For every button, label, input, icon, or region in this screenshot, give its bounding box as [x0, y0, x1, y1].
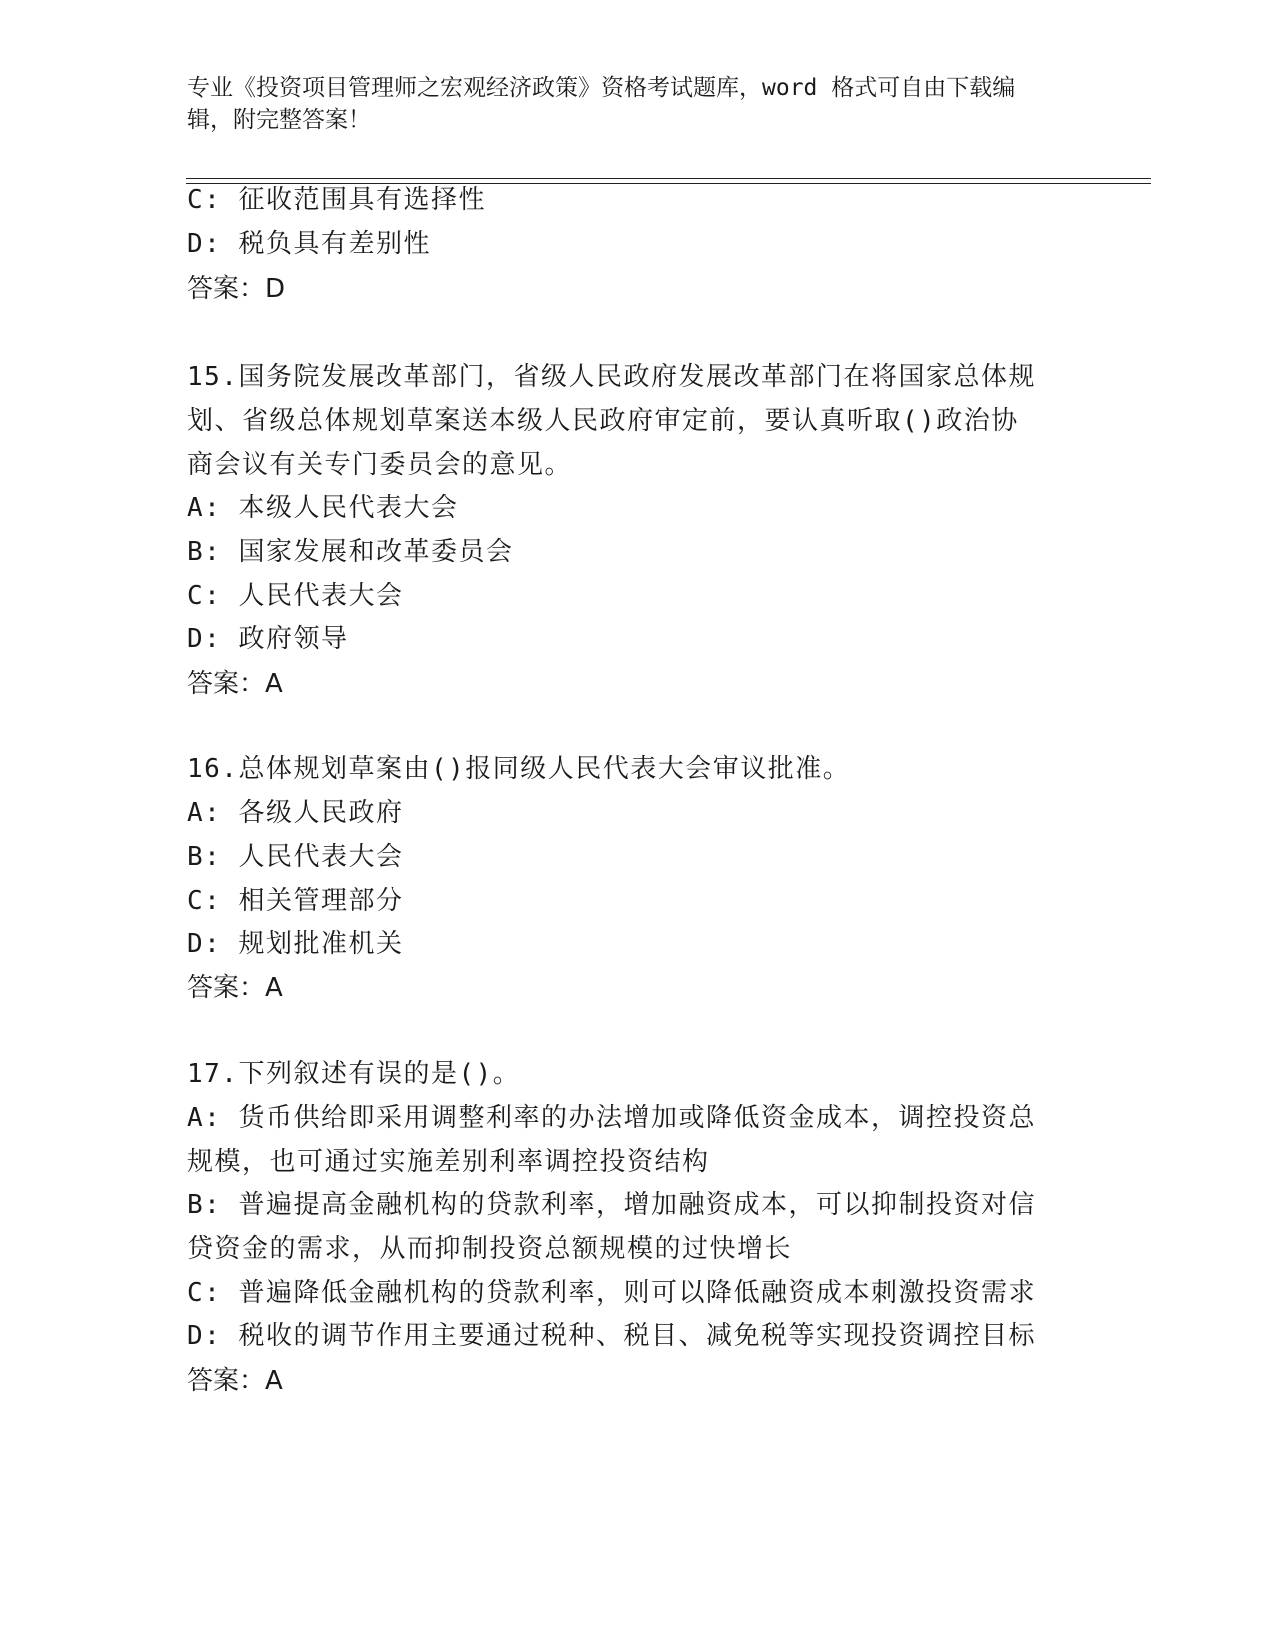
- q15-stem-line-3: 商会议有关专门委员会的意见。: [187, 450, 573, 480]
- header-divider-top: [186, 178, 1151, 179]
- q17-option-b-line-1: B: 普遍提高金融机构的贷款利率，增加融资成本，可以抑制投资对信: [187, 1190, 1036, 1220]
- q15-answer: 答案：A: [187, 669, 283, 699]
- q15-option-c: C: 人民代表大会: [187, 581, 404, 611]
- q16-option-b: B: 人民代表大会: [187, 842, 404, 872]
- document-header: [187, 72, 1067, 136]
- q16-option-d: D: 规划批准机关: [187, 929, 404, 959]
- q15-option-a: A: 本级人民代表大会: [187, 493, 459, 523]
- q17-option-d: D: 税收的调节作用主要通过税种、税目、减免税等实现投资调控目标: [187, 1321, 1036, 1351]
- header-line-1: 专业《投资项目管理师之宏观经济政策》资格考试题库，word 格式可自由下载编: [187, 75, 1016, 101]
- q14-option-d: D: 税负具有差别性: [187, 229, 431, 259]
- q15-stem-line-1: 15.国务院发展改革部门，省级人民政府发展改革部门在将国家总体规: [187, 362, 1036, 392]
- q16-option-a: A: 各级人民政府: [187, 798, 404, 828]
- q16-option-c: C: 相关管理部分: [187, 886, 404, 916]
- q14-option-c: C: 征收范围具有选择性: [187, 185, 486, 215]
- q17-option-a-line-1: A: 货币供给即采用调整利率的办法增加或降低资金成本，调控投资总: [187, 1103, 1036, 1133]
- q17-option-a-line-2: 规模，也可通过实施差别利率调控投资结构: [187, 1147, 710, 1177]
- q16-stem-line-1: 16.总体规划草案由()报同级人民代表大会审议批准。: [187, 754, 851, 784]
- header-line-2: 辑，附完整答案！: [187, 107, 371, 133]
- q15-option-d: D: 政府领导: [187, 624, 349, 654]
- q17-answer: 答案：A: [187, 1366, 283, 1396]
- q17-stem-line-1: 17.下列叙述有误的是()。: [187, 1059, 521, 1089]
- q16-answer: 答案：A: [187, 973, 283, 1003]
- q15-option-b: B: 国家发展和改革委员会: [187, 537, 514, 567]
- q14-answer: 答案：D: [187, 274, 286, 304]
- q17-option-c: C: 普遍降低金融机构的贷款利率，则可以降低融资成本刺激投资需求: [187, 1278, 1036, 1308]
- q15-stem-line-2: 划、省级总体规划草案送本级人民政府审定前，要认真听取()政治协: [187, 406, 1019, 436]
- q17-option-b-line-2: 贷资金的需求，从而抑制投资总额规模的过快增长: [187, 1234, 793, 1264]
